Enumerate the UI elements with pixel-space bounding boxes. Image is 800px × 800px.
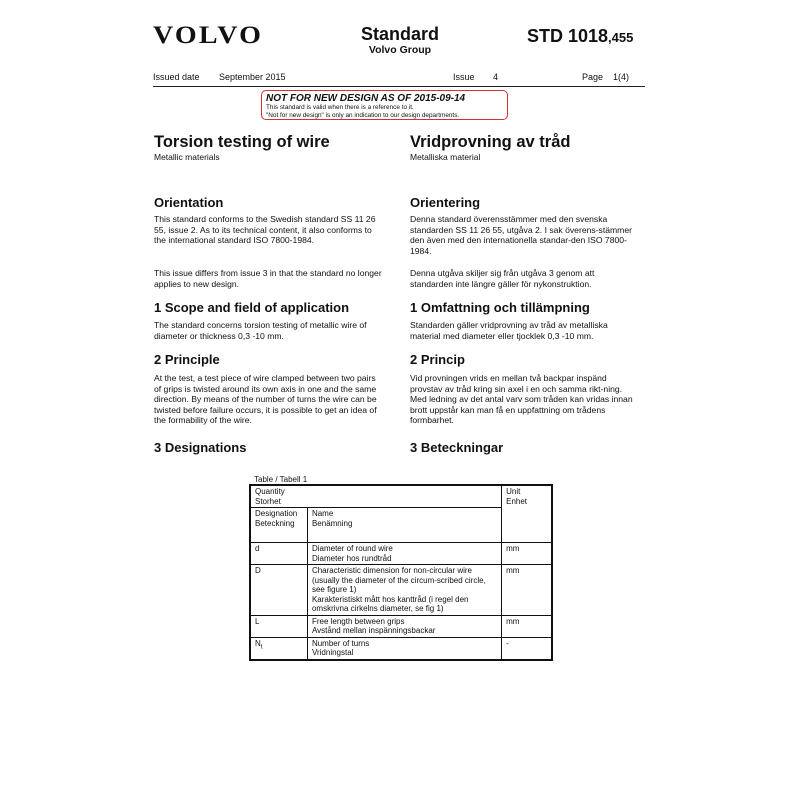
table-row <box>251 565 552 616</box>
unit-cell: mm <box>502 565 552 616</box>
standard-subtitle: Volvo Group <box>368 44 432 56</box>
quantity-header-cell <box>251 486 502 508</box>
swedish-s2-heading: 2 Princip <box>410 352 465 367</box>
name-header-sv: Benämning <box>311 518 353 528</box>
unit-header-sv: Enhet <box>506 496 528 506</box>
swedish-orientation-heading: Orientering <box>410 195 481 210</box>
standard-title: Standard <box>360 24 439 44</box>
issued-value: September 2015 <box>219 72 286 82</box>
notice-headline: NOT FOR NEW DESIGN AS OF 2015-09-14 <box>266 93 466 104</box>
header-rule <box>153 86 645 87</box>
symbol-cell: d <box>251 543 308 565</box>
issued-label: Issued date <box>153 72 200 82</box>
issue-value: 4 <box>493 72 499 82</box>
swedish-s1-heading: 1 Omfattning och tillämpning <box>410 300 590 315</box>
standard-number-main: STD 1018 <box>527 26 609 46</box>
symbol-cell: L <box>251 615 308 637</box>
name-header-cell <box>307 508 501 543</box>
swedish-s1-text: Standarden gäller vridprovning av tråd av metalliska material med diameter eller tjocklek 0,3 -10 mm. <box>410 320 608 341</box>
name-sv: Vridningstal <box>311 648 354 657</box>
designation-header-sv: Beteckning <box>255 518 295 528</box>
swedish-s3-heading: 3 Beteckningar <box>410 440 504 455</box>
english-s2-heading: 2 Principle <box>154 352 220 367</box>
swedish-title: Vridprovning av tråd <box>410 133 571 151</box>
english-subtitle: Metallic materials <box>154 152 220 162</box>
unit-header-cell <box>502 486 552 543</box>
english-s3-heading: 3 Designations <box>154 440 247 455</box>
name-sv: Karakteristiskt mått hos kanttråd (i regel den omskrivna cirkelns diameter, se fig 1) <box>311 594 469 613</box>
volvo-logo: VOLVO <box>153 22 264 49</box>
unit-cell: mm <box>502 543 552 565</box>
designation-header: Designation <box>255 509 298 518</box>
notice-line-1: This standard is valid when there is a reference to it. <box>266 104 414 111</box>
standard-number-suffix: ,455 <box>608 30 634 45</box>
table-row <box>251 637 552 659</box>
name-en: Characteristic dimension for non-circular wire (usually the diameter of the circum-scribed circle, see figure 1) <box>311 566 486 594</box>
english-orientation-p2: This issue differs from issue 3 in that the standard no longer applies to new design. <box>154 268 382 289</box>
unit-header: Unit <box>506 487 521 496</box>
designations-table <box>250 485 552 660</box>
symbol-subscript: t <box>260 644 263 651</box>
name-cell <box>307 637 501 659</box>
table-header-row-quantity <box>251 486 552 508</box>
unit-cell: - <box>502 637 552 659</box>
standard-number <box>527 26 633 47</box>
name-cell <box>307 615 501 637</box>
standard-title-block <box>300 24 500 56</box>
name-sv: Avstånd mellan inspänningsbackar <box>311 626 436 635</box>
table-row <box>251 543 552 565</box>
quantity-header-sv: Storhet <box>255 496 281 506</box>
name-header: Name <box>311 509 334 518</box>
swedish-orientation-p1: Denna standard överensstämmer med den svenska standarden SS 11 26 55, utgåva 2. I sak överens-stämmer den även med den internationella standar-den ISO 7800-1984. <box>410 214 632 256</box>
issue-label: Issue <box>453 72 475 82</box>
table-caption: Table / Tabell 1 <box>254 475 308 484</box>
swedish-orientation-p2: Denna utgåva skiljer sig från utgåva 3 genom att standarden inte längre gäller för nykonstruktion. <box>410 268 595 289</box>
page-label: Page <box>582 72 604 82</box>
designation-header-cell <box>251 508 308 543</box>
english-s1-text: The standard concerns torsion testing of metallic wire of diameter or thickness 0,3 -10 mm. <box>154 320 367 341</box>
name-en: Free length between grips <box>311 616 405 626</box>
swedish-s2-text: Vid provningen vrids en mellan två backpar inspänd provstav av tråd kring sin axel i en och samma rikt-ning. Med ledning av det antal varv som tråden kan vridas innan brott uppstår kan man få en uppfattning om trådens formbarhet. <box>410 373 633 426</box>
name-sv: Diameter hos rundtråd <box>311 553 392 563</box>
english-s1-heading: 1 Scope and field of application <box>154 300 350 315</box>
unit-cell: mm <box>502 615 552 637</box>
english-title: Torsion testing of wire <box>154 133 330 151</box>
symbol-cell <box>251 637 308 659</box>
symbol-cell: D <box>251 565 308 616</box>
name-cell <box>307 543 501 565</box>
name-cell <box>307 565 501 616</box>
name-en: Diameter of round wire <box>311 544 393 553</box>
swedish-subtitle: Metalliska material <box>410 152 481 162</box>
name-en: Number of turns <box>311 638 370 648</box>
table-row <box>251 615 552 637</box>
symbol-main: N <box>255 638 261 648</box>
english-orientation-p1: This standard conforms to the Swedish standard SS 11 26 55, issue 2. As to its technical content, it also conforms to the international standard ISO 7800-1984. <box>154 214 376 246</box>
english-orientation-heading: Orientation <box>154 195 224 210</box>
issue-meta-line <box>153 72 645 86</box>
notice-line-2: "Not for new design" is only an indication to our design departments. <box>266 111 460 119</box>
not-for-new-design-notice <box>261 90 508 120</box>
quantity-header: Quantity <box>255 487 285 496</box>
english-s2-text: At the test, a test piece of wire clamped between two pairs of grips is twisted around its own axis in one and the same direction. By means of the number of turns the wire can be twisted before failure occurs, it is possible to get an idea of the formability of the wire. <box>154 373 377 426</box>
page-value: 1(4) <box>613 72 630 82</box>
